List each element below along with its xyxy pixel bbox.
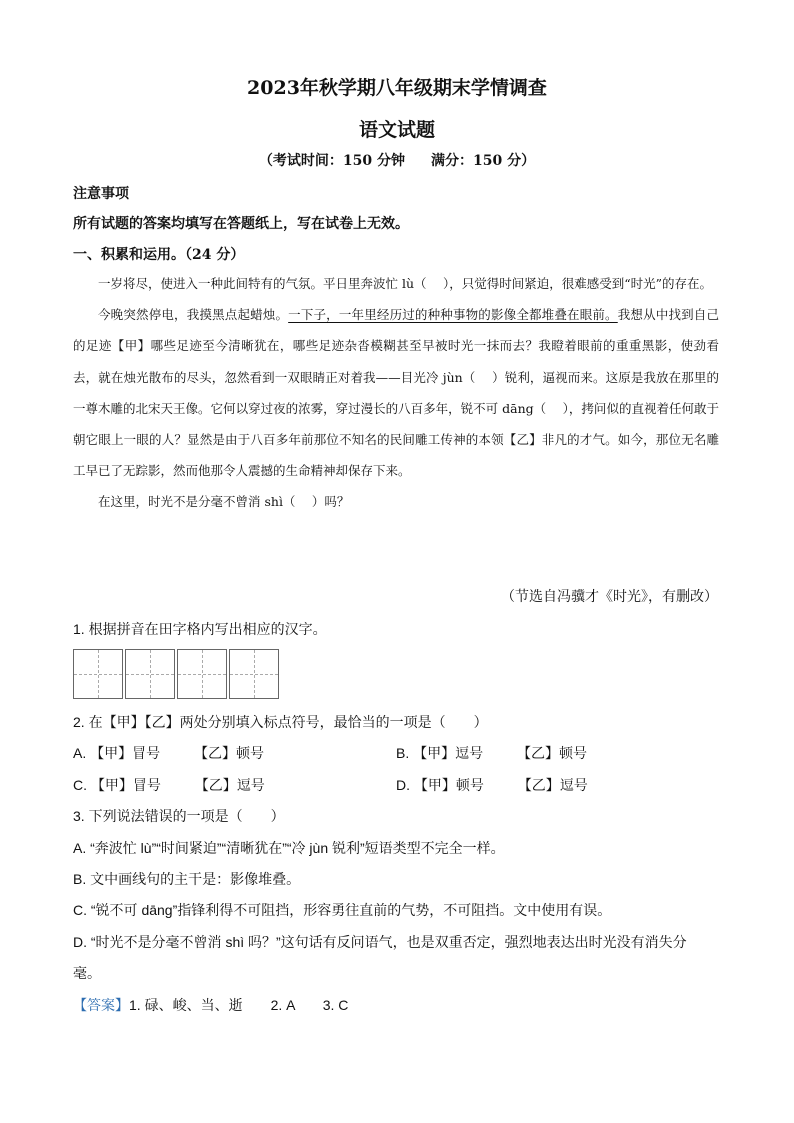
notice-text: 所有试题的答案均填写在答题纸上，写在试卷上无效。	[73, 216, 409, 232]
option-3d[interactable]: D. “时光不是分毫不曾消 shì 吗？”这句话有反问语气，也是双重否定，强烈地表达出时光没有消失分	[73, 934, 687, 950]
answer-label: 【答案】	[73, 997, 129, 1013]
passage-paragraph-2: 今晚突然停电，我摸黑点起蜡烛。一下子，一年里经历过的种种事物的影像全都堆叠在眼前。我想从中找到自己的足迹【甲】哪些足迹至今清晰犹在，哪些足迹杂沓模糊甚至早被时光一抹而去？我瞪着眼前的重重黑影，使劲看去，就在烛光散布的尽头，忽然看到一双眼睛正对着我——目光冷 jùn（ ）锐利，逼视而来。这原是我放在那里的一尊木雕的北宋天王像。它何以穿过夜的浓雾，穿过漫长的八百多年，锐不可 dāng（ ），拷问似的直视着任何敢于朝它眼上一眼的人？显然是由于八百多年前那位不知名的民间雕工传神的本领【乙】非凡的才气。如今，那位无名雕工早已了无踪影，然而他那令人震撼的生命精神却保存下来。	[73, 307, 719, 479]
tianzige-cell[interactable]	[73, 649, 123, 699]
subject-title: 语文试题	[358, 119, 435, 141]
underlined-sentence: 一下子，一年里经历过的种种事物的影像全都堆叠在眼前。	[288, 307, 618, 323]
question-2: 2. 在【甲】【乙】两处分别填入标点符号，最恰当的一项是（ ）	[73, 714, 488, 730]
option-2c[interactable]: C. 【甲】冒号 【乙】逗号	[73, 777, 265, 793]
exam-time: （考试时间：150 分钟	[258, 153, 405, 169]
passage-paragraph-3: 在这里，时光不是分毫不曾消 shì（ ）吗？	[98, 494, 350, 510]
tianzige-cell[interactable]	[177, 649, 227, 699]
passage-paragraph-1: 一岁将尽，使进入一种此间特有的气氛。平日里奔波忙 lù（ ），只觉得时间紧迫，很难感受到“时光”的存在。	[98, 276, 713, 291]
tianzige-cell[interactable]	[125, 649, 175, 699]
question-3: 3. 下列说法错误的一项是（ ）	[73, 808, 285, 824]
answer-line	[73, 995, 348, 1015]
tianzige-cell[interactable]	[229, 649, 279, 699]
exam-info	[0, 150, 794, 170]
option-2a[interactable]: A. 【甲】冒号 【乙】顿号	[73, 745, 265, 761]
section-heading: 一、积累和运用。（24 分）	[73, 247, 245, 263]
exam-title: 2023年秋学期八年级期末学情调查	[247, 77, 547, 99]
option-2d[interactable]: D. 【甲】顿号 【乙】逗号	[396, 777, 588, 793]
tianzige-grid	[73, 649, 281, 699]
answer-text: 1. 碌、峻、当、逝 2. A 3. C	[129, 997, 349, 1013]
exam-score: 满分：150 分）	[431, 153, 536, 169]
option-3c[interactable]: C. “锐不可 dāng”指锋利得不可阻挡，形容勇往直前的气势，不可阻挡。文中使用有误。	[73, 902, 612, 918]
option-3b[interactable]: B. 文中画线句的主干是：影像堆叠。	[73, 871, 301, 887]
notice-heading: 注意事项	[73, 186, 129, 202]
reading-passage	[73, 268, 719, 518]
option-3a[interactable]: A. “奔波忙 lù”“时间紧迫”“清晰犹在”“冷 jùn 锐利”短语类型不完全一样。	[73, 840, 505, 856]
option-3d-continued: 毫。	[73, 965, 101, 981]
question-1: 1. 根据拼音在田字格内写出相应的汉字。	[73, 621, 327, 637]
passage-source: （节选自冯骥才《时光》，有删改）	[501, 588, 718, 604]
option-2b[interactable]: B. 【甲】逗号 【乙】顿号	[396, 745, 588, 761]
